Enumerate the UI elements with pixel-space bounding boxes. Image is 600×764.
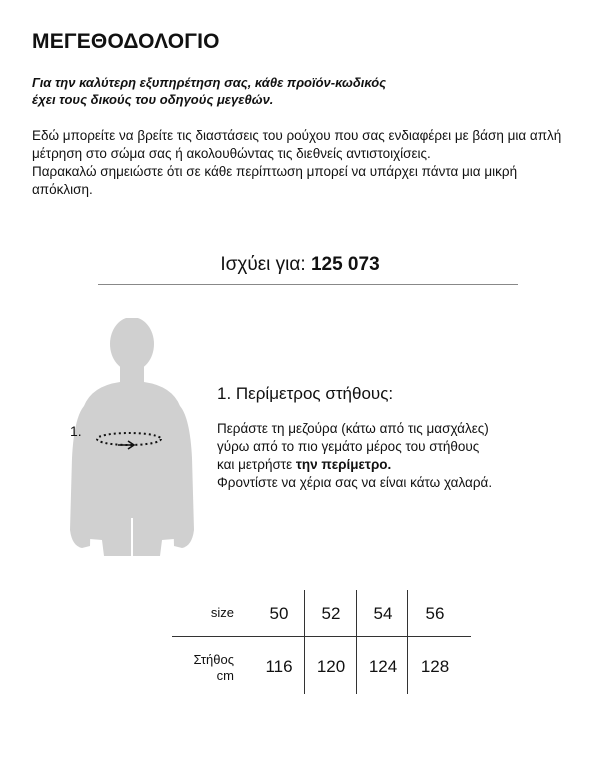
chest-cell: 120 xyxy=(316,657,346,676)
figure-head xyxy=(110,318,154,371)
intro-body xyxy=(32,127,562,199)
measurement-instructions xyxy=(217,420,557,492)
intro-paragraph-1: Εδώ μπορείτε να βρείτε τις διαστάσεις του ρούχου που σας ενδιαφέρει με βάση μια απλή μέτρηση στο σώμα σας ή ακολουθώντας τις διεθνείς αντιστοιχίσεις. xyxy=(32,128,562,161)
chest-row-header xyxy=(170,652,234,684)
size-cell: 50 xyxy=(269,604,289,623)
intro-paragraph-2: Παρακαλώ σημειώστε ότι σε κάθε περίπτωση μπορεί να υπάρχει πάντα μια μικρή απόκλιση. xyxy=(32,164,518,197)
instruction-line-3-text: και μετρήστε xyxy=(217,457,296,472)
chest-cell: 128 xyxy=(420,657,450,676)
figure-marker-label: 1. xyxy=(70,423,82,439)
chest-row-header-line-1: Στήθος xyxy=(193,652,234,667)
table-column-divider xyxy=(407,590,408,694)
applies-to xyxy=(0,254,600,276)
instruction-line-4: Φροντίστε να χέρια σας να είναι κάτω χαλαρά. xyxy=(217,475,493,490)
intro-highlight-line-1: Για την καλύτερη εξυπηρέτηση σας, κάθε προϊόν-κωδικός xyxy=(32,75,387,90)
size-cell: 52 xyxy=(321,604,341,623)
divider xyxy=(98,284,518,285)
table-header-divider xyxy=(172,636,471,637)
instruction-line-3 xyxy=(217,456,557,474)
page-title: ΜΕΓΕΘΟΔΟΛΟΓΙΟ xyxy=(32,30,220,53)
instruction-line-1: Περάστε τη μεζούρα (κάτω από τις μασχάλες) xyxy=(217,421,489,436)
chest-cell: 124 xyxy=(368,657,398,676)
instruction-line-2: γύρω από το πιο γεμάτο μέρος του στήθους xyxy=(217,439,480,454)
size-cell: 54 xyxy=(373,604,393,623)
chest-row-header-line-2: cm xyxy=(216,668,234,683)
figure-neck xyxy=(120,364,144,384)
size-row-header: size xyxy=(210,605,234,620)
measurement-title: 1. Περίμετρος στήθους: xyxy=(217,384,394,403)
body-silhouette-figure xyxy=(62,318,202,563)
intro-highlight-line-2: έχει τους δικούς του οδηγούς μεγεθών. xyxy=(32,92,274,107)
chest-cell: 116 xyxy=(265,657,293,676)
intro-highlight xyxy=(32,74,472,108)
table-column-divider xyxy=(356,590,357,694)
product-code: 125 073 xyxy=(310,254,380,275)
applies-label: Ισχύει για: xyxy=(220,254,306,275)
table-column-divider xyxy=(304,590,305,694)
size-cell: 56 xyxy=(425,604,445,623)
instruction-line-3-bold: την περίμετρο. xyxy=(295,457,392,472)
